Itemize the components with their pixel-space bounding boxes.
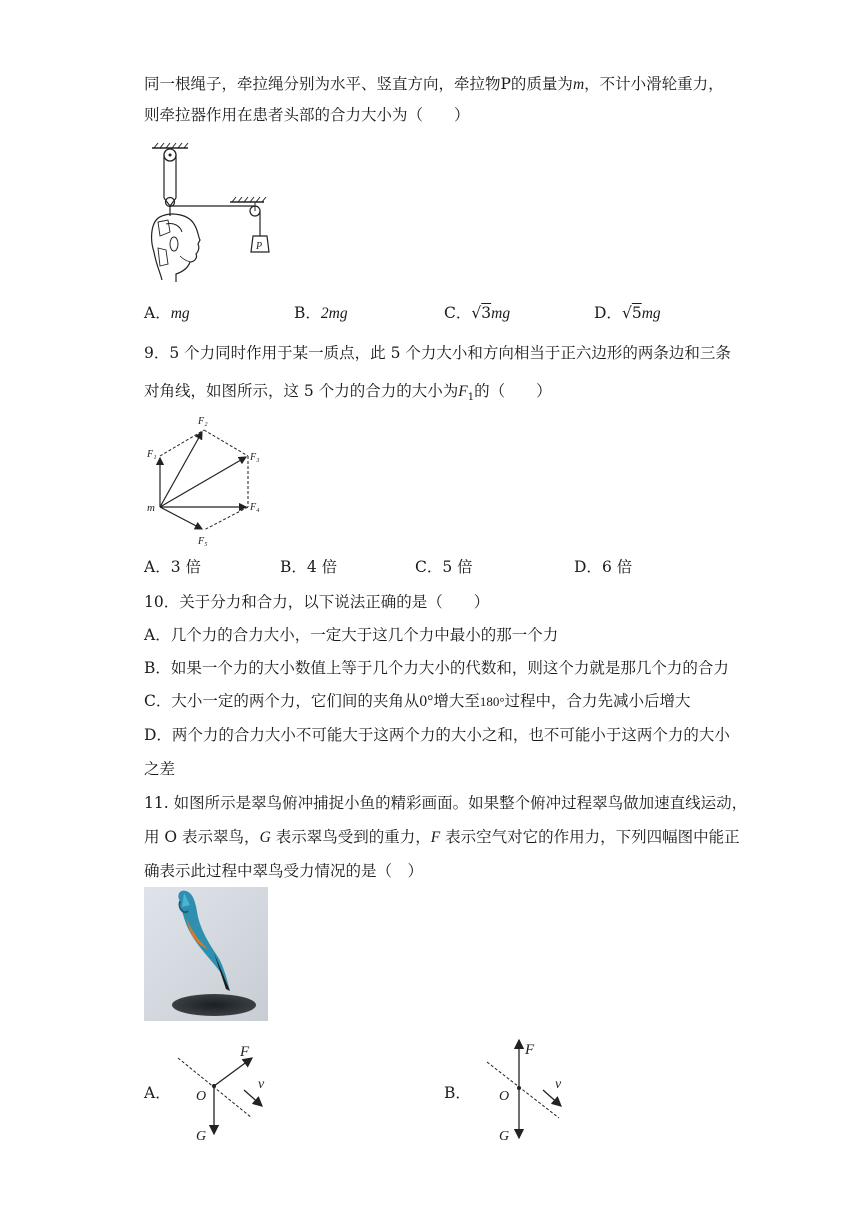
q8-option-b[interactable] [294,302,348,325]
q9-option-a-text: 3 倍 [170,558,201,576]
q10-option-c-text3: 过程中，合力先减小后增大 [504,692,691,710]
q9-label-f5: F₅ [198,536,208,547]
sqrt-icon: √ [621,304,632,322]
q11-stem-text-c: 表示空气对它的作用力，下列四幅图中能正 [440,828,740,846]
q9-label-m: m [147,502,155,514]
q10-option-c-deg2: 180° [479,694,505,709]
q9-stem-text2: 对角线，如图所示，这 5 个力的合力的大小为 [144,382,459,400]
q9-option-d[interactable] [574,556,632,578]
q8-option-d-letter: D． [594,304,622,322]
q10-stem: 10．关于分力和合力，以下说法正确的是（ ） [144,593,490,611]
q11-stem-text-b: 表示翠鸟受到的重力， [270,828,431,846]
q8-stem-text1-end: ，不计小滑轮重力， [584,75,724,93]
sqrt-icon: √ [471,304,482,322]
q10-option-a[interactable]: A．几个力的合力大小，一定大于这几个力中最小的那一个力 [144,626,559,644]
q11-b-label-o: O [499,1089,510,1104]
q8-option-d[interactable] [594,302,661,325]
q8-option-c-radicand: 3 [481,304,492,322]
q9-stem-line1: 9．5 个力同时作用于某一质点，此 5 个力大小和方向相当于正六边形的两条边和三条 [144,344,731,362]
q8-option-d-value: mg [641,305,661,322]
q10-option-d-line2: 之差 [144,760,176,778]
q8-option-c-value: mg [491,305,511,322]
q9-option-d-text: 6 倍 [601,558,633,576]
q8-option-a[interactable] [144,302,190,325]
q11-b-label-v: v [555,1077,562,1092]
q11-g-var: G [259,829,271,846]
q8-option-c-letter: C． [444,304,472,322]
q9-option-b-text: 4 倍 [306,558,338,576]
q9-label-f2: F₂ [198,416,208,427]
q8-option-d-radicand: 5 [631,304,642,322]
q8-stem-text1: 同一根绳子，牵拉绳分别为水平、竖直方向，牵拉物P的质量为 [144,75,573,93]
kingfisher-photo [144,887,268,1021]
q9-option-b[interactable] [280,556,337,578]
q11-stem-text-a: 用 O 表示翠鸟， [144,828,260,846]
q11-stem-line1: 11. 如图所示是翠鸟俯冲捕捉小鱼的精彩画面。如果整个俯冲过程翠鸟做加速直线运动， [144,794,748,812]
q11-option-a-letter[interactable]: A． [144,1084,171,1102]
q11-stem-line3: 确表示此过程中翠鸟受力情况的是（ ） [144,862,424,880]
q11-a-label-f: F [240,1044,250,1060]
q11-option-b-diagram[interactable] [475,1036,585,1148]
q11-b-label-f: F [525,1042,535,1058]
q8-mass-var: m [572,76,585,93]
q8-stem-line1 [144,73,724,96]
q10-option-c-deg1: 0° [419,693,434,710]
q9-option-c-letter: C． [415,558,443,576]
q9-stem-line2 [144,380,552,409]
q9-label-f4: F₄ [250,502,260,513]
q9-option-c-text: 5 倍 [442,558,473,576]
q10-option-c-text1: C．大小一定的两个力，它们间的夹角从 [144,692,420,710]
q9-label-f1: F₁ [147,449,157,460]
q11-stem-line2 [144,826,740,849]
q9-option-a-letter: A． [144,558,171,576]
q9-label-f3: F₃ [250,452,260,463]
q8-weight-label: P [256,241,263,252]
q9-option-c[interactable] [415,556,473,578]
q9-hexagon-figure [140,410,270,550]
q11-f-var: F [430,829,441,846]
q9-f-var: F [458,383,468,400]
q8-option-a-letter: A． [144,304,171,322]
q11-a-label-v: v [258,1077,265,1092]
q9-option-a[interactable] [144,556,201,578]
q10-option-d-line1[interactable]: D．两个力的合力大小不可能大于这两个力的大小之和，也不可能小于这两个力的大小 [144,726,730,744]
q9-f-sub: 1 [467,392,475,404]
q10-option-c[interactable] [144,690,691,713]
q8-stem-line2: 则牵拉器作用在患者头部的合力大小为（ ） [144,106,470,124]
q9-option-b-letter: B． [280,558,307,576]
q11-option-a-diagram[interactable] [170,1038,280,1148]
q9-option-d-letter: D． [574,558,602,576]
q8-option-b-value: 2mg [320,305,348,322]
q11-a-label-o: O [196,1089,207,1104]
q8-traction-figure [140,140,280,285]
q8-option-b-letter: B． [294,304,321,322]
q11-b-label-g: G [499,1129,510,1144]
q8-option-a-value: mg [170,305,190,322]
q11-a-label-g: G [196,1129,207,1144]
q10-option-c-text2: 增大至 [433,692,480,710]
q10-option-b[interactable]: B．如果一个力的大小数值上等于几个力大小的代数和，则这个力就是那几个力的合力 [144,659,729,677]
q8-option-c[interactable] [444,302,510,325]
q11-option-b-letter[interactable]: B． [444,1084,471,1102]
q9-stem-text2-end: 的（ ） [474,382,552,400]
